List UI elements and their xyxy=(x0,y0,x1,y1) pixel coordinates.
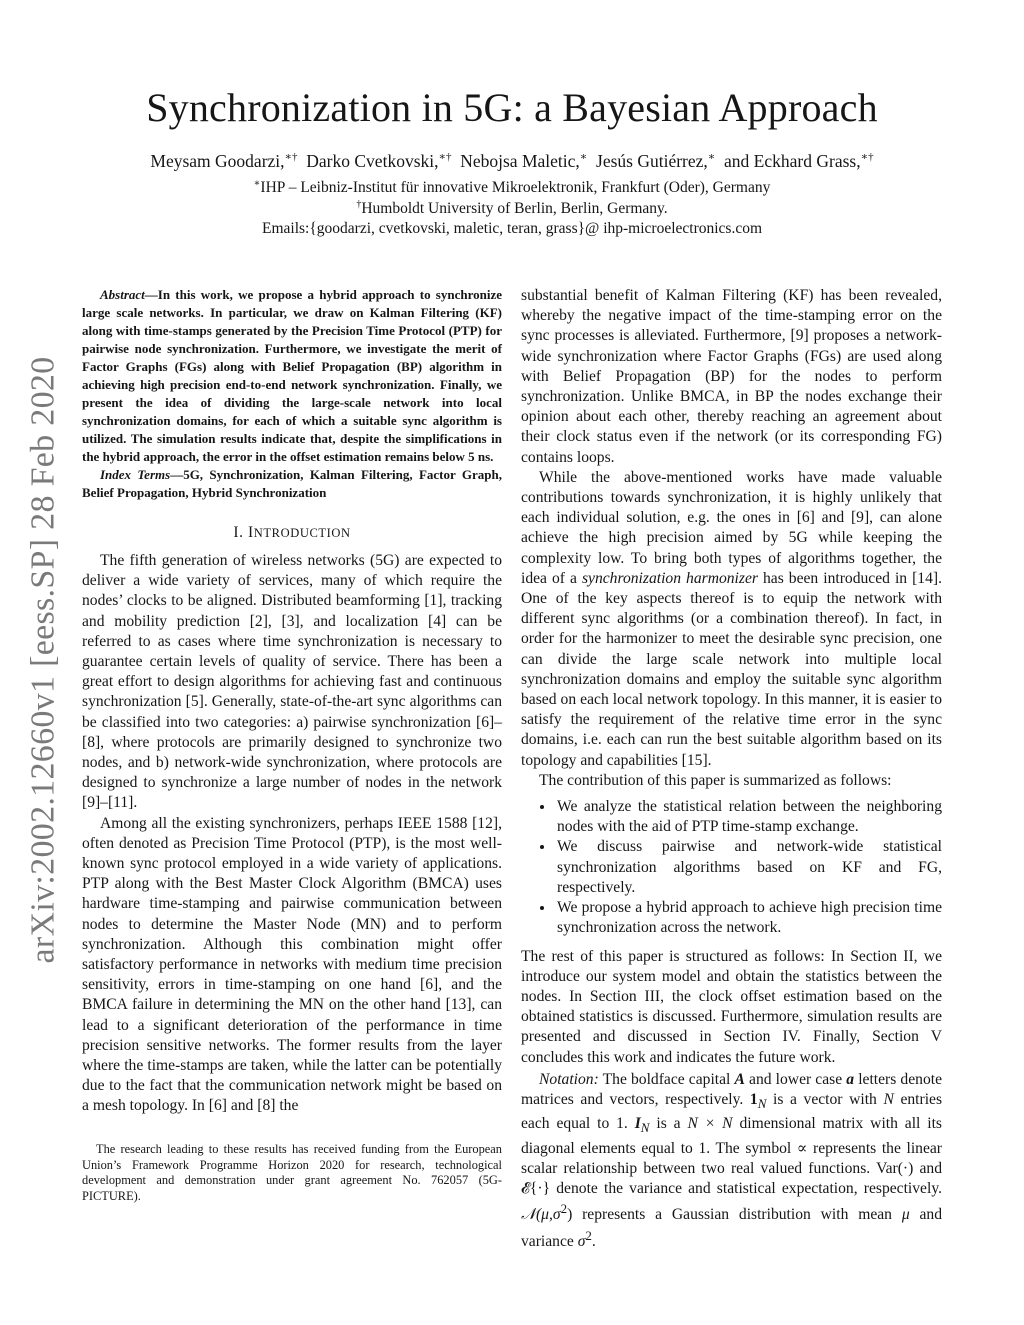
list-item: • We propose a hybrid approach to achieve high precision time synchronization across the network. xyxy=(555,898,942,938)
contribution-list xyxy=(521,797,942,938)
author-list: Meysam Goodarzi,∗† Darko Cvetkovski,∗† Nebojsa Maletic,∗ Jesús Gutiérrez,∗ and Eckhard Grass,∗† xyxy=(150,150,874,171)
author-cvetkovski: Darko Cvetkovski, xyxy=(306,150,439,171)
author-maletic: Nebojsa Maletic, xyxy=(460,150,580,171)
abstract: Abstract—In this work, we propose a hybrid approach to synchronize large scale networks. In particular, we draw on Kalman Filtering (KF) along with time-stamps generated by the Precision Time Protocol (PTP) for pairwise node synchronization. Furthermore, we investigate the merit of Factor Graphs (FGs) along with Belief Propagation (BP) algorithm in achieving high precision end-to-end network synchronization. Finally, we present the idea of dividing the large-scale network into local synchronization domains, for each of which a suitable sync algorithm is utilized. The simulation results indicate that, despite the simplifications in the hybrid approach, the error in the offset estimation remains below 5 ns. xyxy=(82,287,502,464)
intro-paragraph-2: Among all the existing synchronizers, perhaps IEEE 1588 [12], often denoted as Precision Time Protocol (PTP), is the most well-known sync protocol employed in a wide variety of applications. PTP along with the Best Master Clock Algorithm (BMCA) uses hardware time-stamping and pairwise communication between nodes to determine the Master Node (MN) and to perform synchronization. Although this combination might offer satisfactory performance in networks with medium time precision sensitivity, errors in time-stamping on one hand [6], and the BMCA failure in determining the MN on the other hand [13], can lead to a significant deterioration of the performance in time precision sensitive networks. The former results from the layer where the time-stamps are taken, while the latter can be potentially due to the fact that the communication network might be based on a mesh topology. In [6] and [8] the xyxy=(82,814,502,1115)
paper-title: Synchronization in 5G: a Bayesian Approach xyxy=(146,85,878,130)
intro-paragraph-1: The fifth generation of wireless networks (5G) are expected to deliver a wide variety of services, many of which require the nodes’ clocks to be aligned. Distributed beamforming [1], tracking and mobility prediction [2], [3], and localization [4] can be referred to as cases where time synchronization is necessary to guarantee certain levels of quality of service. There has been a great effort to design algorithms for achieving fast and continuous synchronization [5]. Generally, state-of-the-art sync algorithms can be classified into two categories: a) pairwise synchronization [6]–[8], where protocols are primarily designed to synchronize two nodes, and b) network-wide synchronization, where protocols are designed to synchronize a large number of nodes in the network [9]–[11]. xyxy=(82,552,502,812)
paper-structure-paragraph: The rest of this paper is structured as follows: In Section II, we introduce our system model and obtain the statistics between the nodes. In Section III, the clock offset estimation based on the obtained statistics is discussed. Furthermore, simulation results are presented and discussed in Section IV. Finally, Section V concludes this work and indicates the future work. xyxy=(521,947,942,1066)
affiliation-humboldt: †Humboldt University of Berlin, Berlin, Germany. xyxy=(356,199,668,218)
arxiv-stamp xyxy=(8,345,78,975)
index-terms: Index Terms—5G, Synchronization, Kalman Filtering, Factor Graph, Belief Propagation, Hybrid Synchronization xyxy=(82,467,503,500)
author-goodarzi: Meysam Goodarzi, xyxy=(150,150,285,171)
arxiv-stamp-text: arXiv:2002.12660v1 [eess.SP] 28 Feb 2020 xyxy=(24,356,61,964)
intro-paragraph-3: substantial benefit of Kalman Filtering (KF) has been revealed, whereby the negative impact of the time-stamping error on the sync processes is alleviated. Furthermore, [9] proposes a network-wide synchronization where Factor Graphs (FGs) are used along with Belief Propagation (BP) for the nodes to perform synchronization. Unlike BMCA, in BP the nodes exchange their opinion about each other, thereby reaching an agreement about their clock status even if the network (or its corresponding FG) contains loops. xyxy=(521,287,942,466)
list-item: • We discuss pairwise and network-wide statistical synchronization algorithms based on KF and FG, respectively. xyxy=(555,837,942,898)
left-column xyxy=(82,286,502,1117)
intro-paragraph-4: While the above-mentioned works have made valuable contributions towards synchronization, it is highly unlikely that each individual solution, e.g. the ones in [6] and [9], can alone achieve the high precision aimed by 5G while keeping the complexity low. To bring both types of algorithms together, the idea of a synchronization harmonizer has been introduced in [14]. One of the key aspects thereof is to equip the network with different sync algorithms (or a combination thereof). In fact, in order for the harmonizer to meet the desirable sync precision, one can divide the large scale network into multiple local synchronization domains and employ the suitable sync algorithm based on each local network topology. In this manner, it is easier to satisfy the requirement of the relative time error in the sync domains, i.e. each can run the best suitable algorithm based on its topology and capabilities [15]. xyxy=(521,468,942,769)
affiliation-ihp: ∗IHP – Leibniz-Institut für innovative Mikroelektronik, Frankfurt (Oder), Germany xyxy=(253,178,771,197)
author-gutierrez: Jesús Gutiérrez, xyxy=(596,150,708,171)
author-emails: Emails:{goodarzi, cvetkovski, maletic, teran, grass}@ ihp-microelectronics.com xyxy=(261,220,763,237)
section-heading-introduction: I. INTRODUCTION xyxy=(233,524,351,541)
right-column xyxy=(521,286,942,1252)
contribution-intro: The contribution of this paper is summarized as follows: xyxy=(539,771,892,789)
list-item: • We analyze the statistical relation between the neighboring nodes with the aid of PTP time-stamp exchange. xyxy=(555,797,942,837)
author-grass: and Eckhard Grass, xyxy=(724,150,861,171)
funding-footnote: The research leading to these results has received funding from the European Union’s Framework Programme Horizon 2020 for research, technological development and demonstration under grant agreement No. 762057 (5G-PICTURE). xyxy=(82,1142,502,1203)
notation-paragraph: Notation: The boldface capital A and lower case a letters denote matrices and vectors, respectively. $1_N$ is a vector with N entries each equal to 1. $I_N$ is a N × N dimensional matrix with all its diagonal elements equal to 1. The symbol ∝ represents the linear scalar relationship between two real valued functions. Var(·) and 𝓔{·} denote the variance and statistical expectation, respectively. $𝒩(\mu,\sigma^2)$ represents a Gaussian distribution with mean μ and variance $\sigma^2$. xyxy=(521,1070,943,1250)
